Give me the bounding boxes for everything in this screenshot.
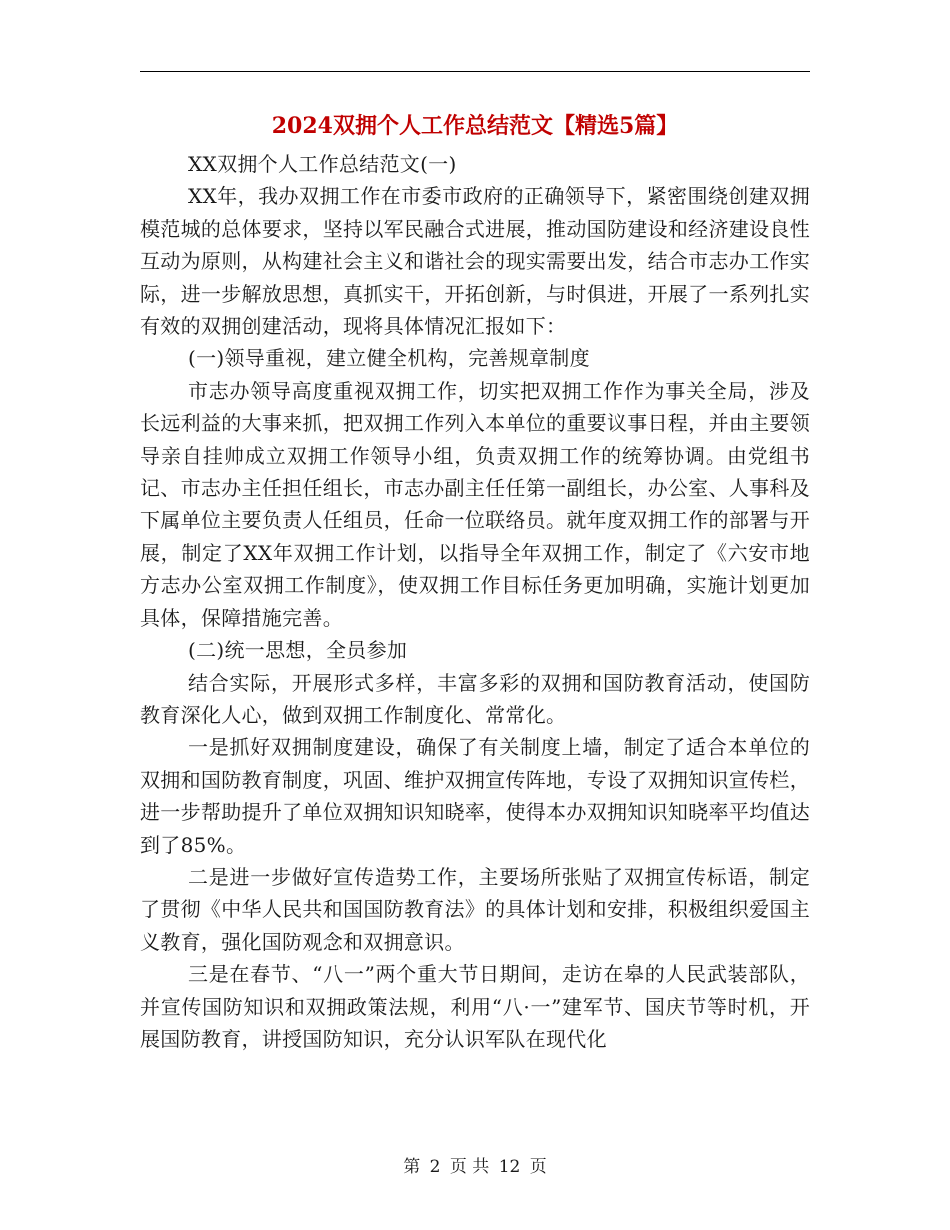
paragraph: XX年，我办双拥工作在市委市政府的正确领导下，紧密围绕创建双拥模范城的总体要求，坚持以军民融合式进展，推动国防建设和经济建设良性互动为原则，从构建社会主义和谐社会的现实需要出发，结合市志办工作实际，进一步解放思想，真抓实干，开拓创新，与时俱进，开展了一系列扎实有效的双拥创建活动，现将具体情况汇报如下： bbox=[140, 184, 810, 339]
header-rule bbox=[140, 71, 810, 72]
subsection-heading: (一)领导重视，建立健全机构，完善规章制度 bbox=[188, 346, 590, 371]
document-body bbox=[140, 148, 810, 1055]
subsection-heading: (二)统一思想，全员参加 bbox=[188, 638, 408, 663]
paragraph: 结合实际，开展形式多样，丰富多彩的双拥和国防教育活动，使国防教育深化人心，做到双拥工作制度化、常常化。 bbox=[140, 670, 810, 727]
section-heading: XX双拥个人工作总结范文(一) bbox=[188, 152, 457, 176]
footer-suffix: 页 bbox=[529, 1157, 547, 1177]
paragraph: 三是在春节、“八一”两个重大节日期间，走访在皋的人民武装部队，并宣传国防知识和双拥政策法规，利用“八·一”建军节、国庆节等时机，开展国防教育，讲授国防知识，充分认识军队在现代化 bbox=[140, 962, 810, 1051]
document-title: 2024双拥个人工作总结范文【精选5篇】 bbox=[271, 113, 679, 139]
paragraph: 二是进一步做好宣传造势工作，主要场所张贴了双拥宣传标语，制定了贯彻《中华人民共和国国防教育法》的具体计划和安排，积极组织爱国主义教育，强化国防观念和双拥意识。 bbox=[140, 864, 810, 954]
page-footer bbox=[0, 1152, 950, 1177]
footer-prefix: 第 bbox=[403, 1157, 421, 1177]
paragraph: 市志办领导高度重视双拥工作，切实把双拥工作作为事关全局，涉及长远利益的大事来抓，把双拥工作列入本单位的重要议事日程，并由主要领导亲自挂帅成立双拥工作领导小组，负责双拥工作的统筹协调。由党组书记、市志办主任担任组长，市志办副主任任第一副组长，办公室、人事科及下属单位主要负责人任组员，任命一位联络员。就年度双拥工作的部署与开展，制定了XX年双拥工作计划，以指导全年双拥工作，制定了《六安市地方志办公室双拥工作制度》，使双拥工作目标任务更加明确，实施计划更加具体，保障措施完善。 bbox=[140, 378, 810, 630]
total-pages-number: 12 bbox=[498, 1157, 521, 1177]
current-page-number: 2 bbox=[429, 1157, 441, 1177]
footer-middle: 页 共 bbox=[449, 1157, 490, 1177]
paragraph: 一是抓好双拥制度建设，确保了有关制度上墙，制定了适合本单位的双拥和国防教育制度，巩固、维护双拥宣传阵地，专设了双拥知识宣传栏，进一步帮助提升了单位双拥知识知晓率，使得本办双拥知识知晓率平均值达到了85%。 bbox=[140, 735, 810, 857]
